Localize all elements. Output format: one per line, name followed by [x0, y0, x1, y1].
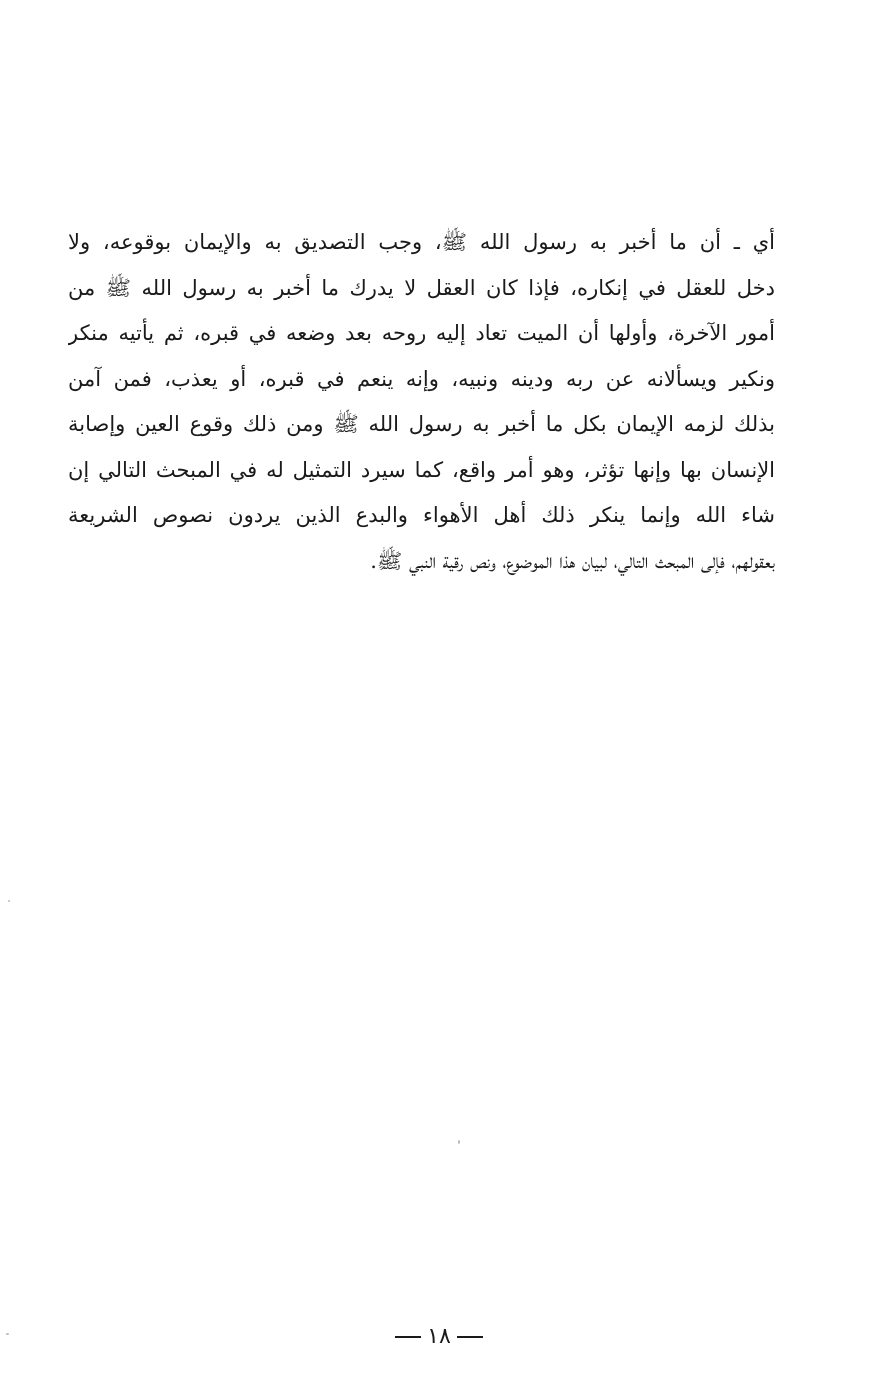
scan-speck — [8, 900, 10, 902]
page-number-rule-left — [395, 1336, 421, 1338]
page-number: ١٨ — [427, 1324, 451, 1349]
scan-speck — [458, 1140, 460, 1144]
paragraph-line: شاء الله وإنما ينكر ذلك أهل الأهواء والبدع الذين يردون نصوص الشريعة — [68, 503, 775, 527]
page-number-group — [395, 1323, 483, 1351]
page-footer — [0, 1323, 878, 1351]
paragraph-line: دخل للعقل في إنكاره، فإذا كان العقل لا يدرك ما أخبر به رسول الله ﷺ من — [68, 275, 775, 300]
paragraph-line: ونكير ويسألانه عن ربه ودينه ونبيه، وإنه ينعم في قبره، أو يعذب، فمن آمن — [68, 366, 775, 391]
page-number-rule-right — [457, 1336, 483, 1338]
paragraph-line: بذلك لزمه الإيمان بكل ما أخبر به رسول الله ﷺ ومن ذلك وقوع العين وإصابة — [68, 412, 775, 436]
paragraph-line: بعقولهم، فإلى المبحث التالي، لبيان هذا الموضوع، ونص رقية النبي ﷺ. — [370, 548, 775, 573]
paragraph-line: أي ـ أن ما أخبر به رسول الله ﷺ، وجب التصديق به والإيمان بوقوعه، ولا — [68, 230, 775, 254]
body-paragraph — [68, 220, 775, 584]
paragraph-line: الإنسان بها وإنها تؤثر، وهو أمر واقع، كما سيرد التمثيل له في المبحث التالي إن — [68, 457, 775, 482]
paragraph-line: أمور الآخرة، وأولها أن الميت تعاد إليه روحه بعد وضعه في قبره، ثم يأتيه منكر — [68, 321, 775, 345]
